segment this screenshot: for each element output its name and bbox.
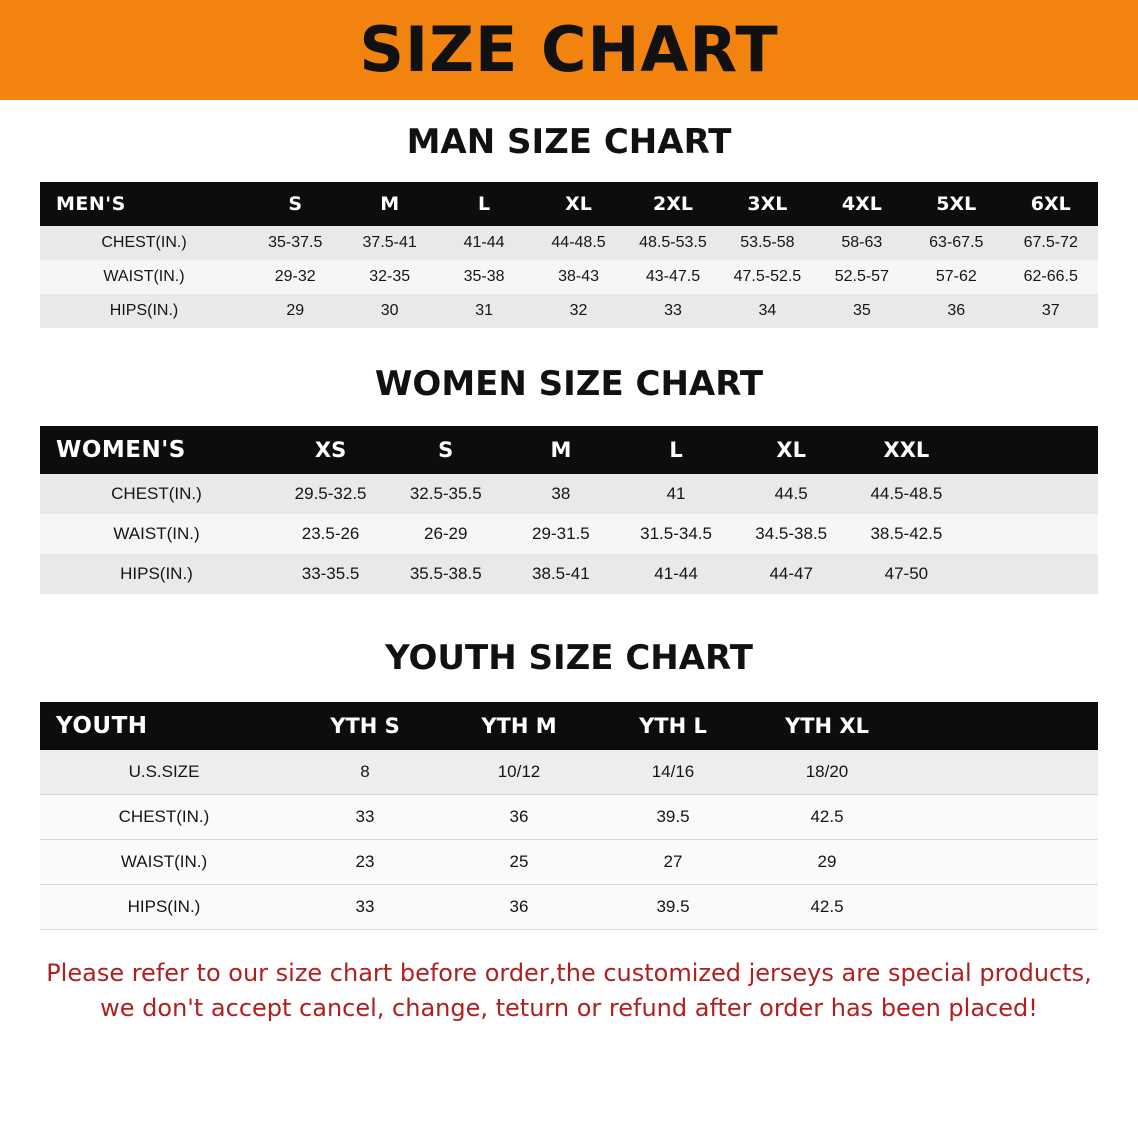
man-col-2: L	[437, 182, 531, 226]
man-row-1-cell-5: 47.5-52.5	[720, 260, 814, 294]
man-header-row	[40, 182, 1098, 226]
women-row-1-cell-0: 23.5-26	[273, 514, 388, 554]
youth-row-3-cell-0: 33	[288, 885, 442, 930]
youth-col-3: YTH XL	[750, 702, 904, 750]
youth-col-spacer	[904, 702, 1098, 750]
women-row-2-cell-2: 38.5-41	[503, 554, 618, 594]
youth-row-2-cell-1: 25	[442, 840, 596, 885]
women-row-0-label: CHEST(IN.)	[40, 474, 273, 514]
man-row-1-label: WAIST(IN.)	[40, 260, 248, 294]
youth-row-2-cell-2: 27	[596, 840, 750, 885]
youth-section-title: YOUTH SIZE CHART	[385, 638, 753, 678]
man-col-5: 3XL	[720, 182, 814, 226]
page-title: SIZE CHART	[359, 13, 779, 86]
youth-col-2: YTH L	[596, 702, 750, 750]
man-row-1-cell-0: 29-32	[248, 260, 342, 294]
youth-row-0-label: U.S.SIZE	[40, 750, 288, 795]
youth-row-3-cell-1: 36	[442, 885, 596, 930]
women-row-2-cell-1: 35.5-38.5	[388, 554, 503, 594]
youth-row-2-label: WAIST(IN.)	[40, 840, 288, 885]
women-table-head	[40, 426, 1098, 474]
women-row-1-cell-5: 38.5-42.5	[849, 514, 964, 554]
women-table-body	[40, 474, 1098, 594]
man-row-1-cell-2: 35-38	[437, 260, 531, 294]
women-section-title: WOMEN SIZE CHART	[374, 364, 764, 404]
women-row-0-spacer	[964, 474, 1098, 514]
youth-size-table	[40, 702, 1098, 930]
man-row-1-cell-8: 62-66.5	[1004, 260, 1099, 294]
women-row-1-label: WAIST(IN.)	[40, 514, 273, 554]
man-col-4: 2XL	[626, 182, 720, 226]
man-row-0-cell-6: 58-63	[815, 226, 909, 260]
youth-row-2-cell-0: 23	[288, 840, 442, 885]
youth-row-0-cell-3: 18/20	[750, 750, 904, 795]
women-col-3: L	[618, 426, 733, 474]
man-row-2-cell-4: 33	[626, 294, 720, 328]
women-col-2: M	[503, 426, 618, 474]
man-row-1-cell-4: 43-47.5	[626, 260, 720, 294]
man-corner-label: MEN'S	[40, 182, 248, 226]
man-row-2-cell-6: 35	[815, 294, 909, 328]
table-row	[40, 474, 1098, 514]
youth-header-row	[40, 702, 1098, 750]
women-row-0-cell-1: 32.5-35.5	[388, 474, 503, 514]
youth-row-1-label: CHEST(IN.)	[40, 795, 288, 840]
youth-row-1-cell-3: 42.5	[750, 795, 904, 840]
man-row-2-label: HIPS(IN.)	[40, 294, 248, 328]
table-row	[40, 840, 1098, 885]
man-row-1-cell-3: 38-43	[531, 260, 625, 294]
table-row	[40, 554, 1098, 594]
man-row-1-cell-6: 52.5-57	[815, 260, 909, 294]
youth-row-1-cell-2: 39.5	[596, 795, 750, 840]
youth-row-3-cell-3: 42.5	[750, 885, 904, 930]
man-table-wrapper	[40, 182, 1098, 328]
women-row-1-cell-1: 26-29	[388, 514, 503, 554]
man-size-table	[40, 182, 1098, 328]
women-col-spacer	[964, 426, 1098, 474]
women-row-2-cell-5: 47-50	[849, 554, 964, 594]
table-row	[40, 294, 1098, 328]
man-row-0-cell-5: 53.5-58	[720, 226, 814, 260]
women-row-1-spacer	[964, 514, 1098, 554]
youth-row-1-spacer	[904, 795, 1098, 840]
table-row	[40, 795, 1098, 840]
man-row-2-cell-5: 34	[720, 294, 814, 328]
women-row-2-label: HIPS(IN.)	[40, 554, 273, 594]
disclaimer-note	[34, 956, 1104, 1026]
women-row-2-cell-0: 33-35.5	[273, 554, 388, 594]
youth-row-0-cell-2: 14/16	[596, 750, 750, 795]
women-header-row	[40, 426, 1098, 474]
table-row	[40, 514, 1098, 554]
youth-table-wrapper	[40, 702, 1098, 930]
man-row-1-cell-7: 57-62	[909, 260, 1003, 294]
man-row-0-cell-3: 44-48.5	[531, 226, 625, 260]
women-table-wrapper	[40, 426, 1098, 594]
man-row-2-cell-2: 31	[437, 294, 531, 328]
man-row-2-cell-7: 36	[909, 294, 1003, 328]
youth-row-3-spacer	[904, 885, 1098, 930]
man-col-3: XL	[531, 182, 625, 226]
table-row	[40, 750, 1098, 795]
women-row-2-spacer	[964, 554, 1098, 594]
women-row-0-cell-2: 38	[503, 474, 618, 514]
women-col-1: S	[388, 426, 503, 474]
youth-row-2-cell-3: 29	[750, 840, 904, 885]
man-row-2-cell-0: 29	[248, 294, 342, 328]
disclaimer-line-2: we don't accept cancel, change, teturn or refund after order has been placed!	[100, 993, 1038, 1022]
man-row-2-cell-8: 37	[1004, 294, 1099, 328]
youth-row-1-cell-0: 33	[288, 795, 442, 840]
youth-corner-label: YOUTH	[40, 702, 288, 750]
women-row-0-cell-5: 44.5-48.5	[849, 474, 964, 514]
youth-row-0-spacer	[904, 750, 1098, 795]
youth-col-1: YTH M	[442, 702, 596, 750]
man-row-0-cell-1: 37.5-41	[342, 226, 436, 260]
man-col-8: 6XL	[1004, 182, 1099, 226]
table-row	[40, 885, 1098, 930]
man-table-head	[40, 182, 1098, 226]
women-row-1-cell-2: 29-31.5	[503, 514, 618, 554]
man-row-2-cell-1: 30	[342, 294, 436, 328]
women-row-0-cell-3: 41	[618, 474, 733, 514]
disclaimer-line-1: Please refer to our size chart before order,the customized jerseys are special products,	[46, 959, 1092, 987]
man-row-0-cell-0: 35-37.5	[248, 226, 342, 260]
women-col-4: XL	[734, 426, 849, 474]
man-col-1: M	[342, 182, 436, 226]
youth-row-3-cell-2: 39.5	[596, 885, 750, 930]
women-row-0-cell-4: 44.5	[734, 474, 849, 514]
table-row	[40, 260, 1098, 294]
women-col-0: XS	[273, 426, 388, 474]
women-row-0-cell-0: 29.5-32.5	[273, 474, 388, 514]
women-row-1-cell-4: 34.5-38.5	[734, 514, 849, 554]
women-row-1-cell-3: 31.5-34.5	[618, 514, 733, 554]
man-row-0-cell-2: 41-44	[437, 226, 531, 260]
man-col-7: 5XL	[909, 182, 1003, 226]
man-row-0-cell-4: 48.5-53.5	[626, 226, 720, 260]
women-size-table	[40, 426, 1098, 594]
youth-col-0: YTH S	[288, 702, 442, 750]
man-row-0-cell-8: 67.5-72	[1004, 226, 1099, 260]
man-section-title: MAN SIZE CHART	[406, 122, 732, 162]
man-row-0-label: CHEST(IN.)	[40, 226, 248, 260]
women-row-2-cell-3: 41-44	[618, 554, 733, 594]
women-corner-label: WOMEN'S	[40, 426, 273, 474]
youth-row-2-spacer	[904, 840, 1098, 885]
women-col-5: XXL	[849, 426, 964, 474]
man-row-1-cell-1: 32-35	[342, 260, 436, 294]
youth-row-0-cell-1: 10/12	[442, 750, 596, 795]
header-banner	[0, 0, 1138, 100]
man-col-6: 4XL	[815, 182, 909, 226]
youth-table-head	[40, 702, 1098, 750]
man-row-0-cell-7: 63-67.5	[909, 226, 1003, 260]
youth-row-0-cell-0: 8	[288, 750, 442, 795]
youth-table-body	[40, 750, 1098, 930]
table-row	[40, 226, 1098, 260]
youth-row-3-label: HIPS(IN.)	[40, 885, 288, 930]
youth-row-1-cell-1: 36	[442, 795, 596, 840]
man-col-0: S	[248, 182, 342, 226]
man-table-body	[40, 226, 1098, 328]
man-row-2-cell-3: 32	[531, 294, 625, 328]
women-row-2-cell-4: 44-47	[734, 554, 849, 594]
